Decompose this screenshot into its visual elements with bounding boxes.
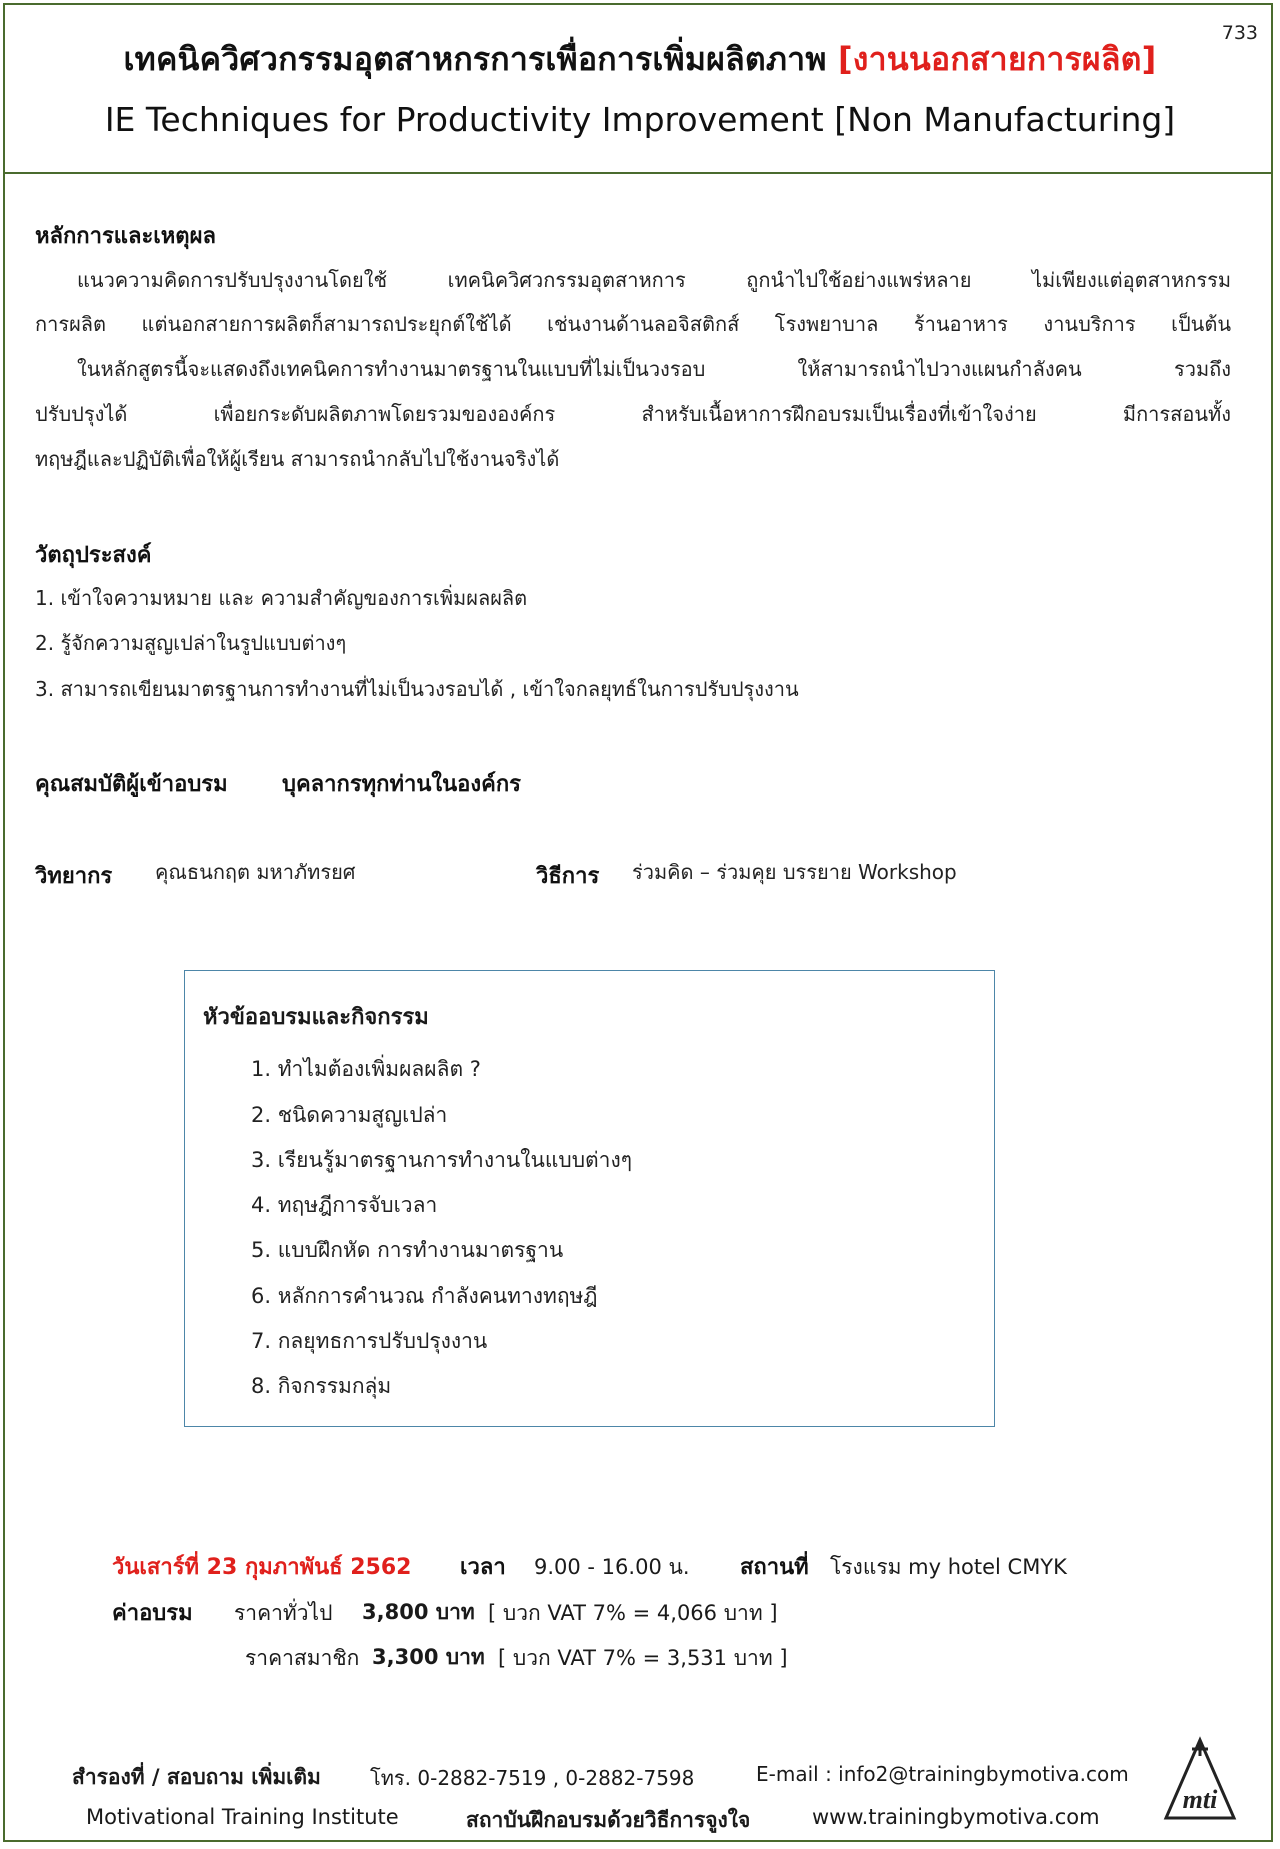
fee-general-price: 3,800 บาท — [362, 1600, 475, 1624]
fee-general-vat: [ บวก VAT 7% = 4,066 บาท ] — [488, 1601, 778, 1625]
footer-institute-th: สถาบันฝึกอบรมด้วยวิธีการจูงใจ — [466, 1808, 751, 1832]
qualification-value: บุคลากรทุกท่านในองค์กร — [282, 772, 521, 797]
footer-institute-en: Motivational Training Institute — [86, 1805, 399, 1829]
topic-item-3: 3. เรียนรู้มาตรฐานการทำงานในแบบต่างๆ — [251, 1148, 632, 1172]
fee-general-label: ราคาทั่วไป — [234, 1601, 333, 1625]
method-label: วิธีการ — [536, 864, 600, 889]
topics-box — [184, 970, 995, 1427]
fee-member-price: 3,300 บาท — [372, 1645, 485, 1669]
principles-line-1: แนวความคิดการปรับปรุงงานโดยใช้ เทคนิควิศวกรรมอุตสาหการ ถูกนำไปใช้อย่างแพร่หลาย ไม่เพียงแต่อุตสาหกรรม — [77, 268, 1231, 292]
footer-email[interactable]: E-mail : info2@trainingbymotiva.com — [756, 1762, 1129, 1786]
topic-item-1: 1. ทำไมต้องเพิ่มผลผลิต ? — [251, 1057, 481, 1081]
venue-value: โรงแรม my hotel CMYK — [830, 1555, 1067, 1579]
trainer-label: วิทยากร — [35, 864, 113, 889]
footer-phone: โทร. 0-2882-7519 , 0-2882-7598 — [370, 1766, 695, 1790]
topic-item-5: 5. แบบฝึกหัด การทำงานมาตรฐาน — [251, 1238, 564, 1262]
schedule-date: วันเสาร์ที่ 23 กุมภาพันธ์ 2562 — [112, 1555, 412, 1580]
objective-item-2: 2. รู้จักความสูญเปล่าในรูปแบบต่างๆ — [35, 631, 347, 655]
page-title-english: IE Techniques for Productivity Improvement [Non Manufacturing] — [104, 100, 1176, 139]
principles-line-5: ทฤษฎีและปฏิบัติเพื่อให้ผู้เรียน สามารถนำกลับไปใช้งานจริงได้ — [35, 447, 560, 471]
objective-item-3: 3. สามารถเขียนมาตรฐานการทำงานที่ไม่เป็นวงรอบได้ , เข้าใจกลยุทธ์ในการปรับปรุงงาน — [35, 677, 799, 701]
topic-item-6: 6. หลักการคำนวณ กำลังคนทางทฤษฎี — [251, 1284, 598, 1308]
mti-logo-icon — [1162, 1736, 1238, 1822]
fee-member-label: ราคาสมาชิก — [245, 1646, 360, 1670]
page-number: 733 — [1221, 22, 1258, 44]
fee-member-vat: [ บวก VAT 7% = 3,531 บาท ] — [498, 1646, 788, 1670]
page-title-thai — [0, 34, 1280, 85]
principles-heading: หลักการและเหตุผล — [35, 224, 216, 249]
logo-text: mti — [1182, 1785, 1218, 1814]
title-thai-highlight: [งานนอกสายการผลิต] — [837, 40, 1157, 78]
topic-item-7: 7. กลยุทธการปรับปรุงงาน — [251, 1329, 488, 1353]
topic-item-8: 8. กิจกรรมกลุ่ม — [251, 1374, 392, 1398]
time-label: เวลา — [460, 1555, 506, 1580]
topic-item-2: 2. ชนิดความสูญเปล่า — [251, 1103, 448, 1127]
principles-line-2: การผลิต แต่นอกสายการผลิตก็สามารถประยุกต์ใช้ได้ เช่นงานด้านลอจิสติกส์ โรงพยาบาล ร้านอาหาร งานบริการ เป็นต้น — [35, 312, 1231, 336]
qualification-label: คุณสมบัติผู้เข้าอบรม — [35, 772, 228, 797]
trainer-value: คุณธนกฤต มหาภัทรยศ — [155, 860, 356, 884]
reserve-label: สำรองที่ / สอบถาม เพิ่มเติม — [72, 1765, 321, 1789]
time-value: 9.00 - 16.00 น. — [534, 1555, 690, 1579]
venue-label: สถานที่ — [740, 1555, 809, 1580]
principles-line-4: ปรับปรุงได้ เพื่อยกระดับผลิตภาพโดยรวมขององค์กร สำหรับเนื้อหาการฝึกอบรมเป็นเรื่องที่เข้าใจง่าย มีการสอนทั้ง — [35, 402, 1231, 426]
method-value: ร่วมคิด – ร่วมคุย บรรยาย Workshop — [632, 860, 957, 884]
header-divider — [5, 172, 1271, 174]
fee-label: ค่าอบรม — [112, 1601, 193, 1626]
topic-item-4: 4. ทฤษฎีการจับเวลา — [251, 1193, 438, 1217]
topics-heading: หัวข้ออบรมและกิจกรรม — [203, 1005, 429, 1030]
principles-line-3: ในหลักสูตรนี้จะแสดงถึงเทคนิคการทำงานมาตรฐานในแบบที่ไม่เป็นวงรอบ ให้สามารถนำไปวางแผนกำลังคน รวมถึง — [77, 357, 1231, 381]
footer-website[interactable]: www.trainingbymotiva.com — [812, 1805, 1100, 1829]
objectives-heading: วัตถุประสงค์ — [35, 543, 152, 568]
title-thai-main: เทคนิควิศวกรรมอุตสาหกรการเพื่อการเพิ่มผลิตภาพ — [123, 40, 827, 78]
objective-item-1: 1. เข้าใจความหมาย และ ความสำคัญของการเพิ่มผลผลิต — [35, 586, 528, 610]
